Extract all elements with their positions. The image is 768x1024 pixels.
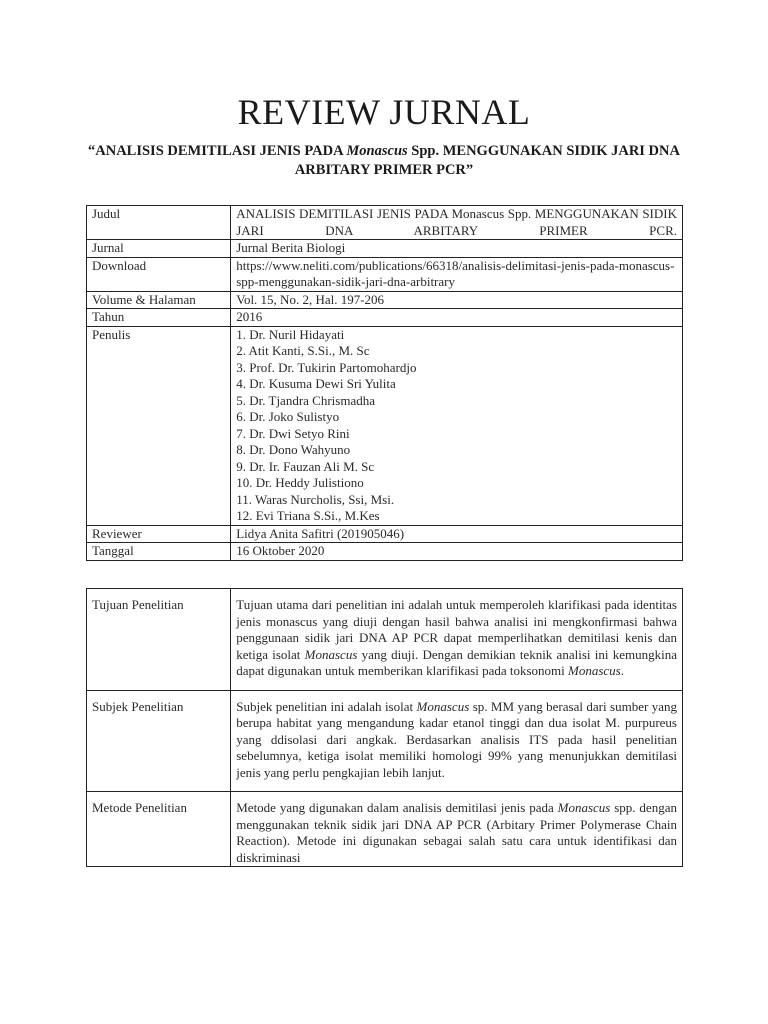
value-tujuan: [231, 589, 683, 691]
text-part: yang diuji. Dengan demikian teknik analisi ini kemungkina dapat digunakan untuk memberikan klarifikasi pada toksonomi: [236, 646, 677, 678]
author-item: 3. Prof. Dr. Tukirin Partomohardjo: [236, 359, 417, 375]
author-item: 11. Waras Nurcholis, Ssi, Msi.: [236, 491, 395, 507]
label-subjek: Subjek Penelitian: [87, 690, 231, 792]
paper-title: [80, 142, 688, 180]
author-item: 1. Dr. Nuril Hidayati: [236, 326, 345, 342]
paper-title-part: Spp. MENGGUNAKAN SIDIK JARI DNA ARBITARY PRIMER PCR”: [294, 143, 680, 178]
label-judul: Judul: [87, 206, 231, 240]
paper-title-part: “ANALISIS DEMITILASI JENIS PADA: [88, 143, 347, 159]
text-part: spp. dengan menggunakan teknik sidik jari DNA AP PCR (Arbitary Primer Polymerase Chain Reaction). Metode ini digunakan sebagai salah satu cara untuk identifikasi dan diskriminasi: [236, 800, 677, 865]
label-tujuan: Tujuan Penelitian: [87, 589, 231, 691]
author-item: 5. Dr. Tjandra Chrismadha: [236, 392, 375, 408]
text-part: Subjek penelitian ini adalah isolat: [236, 698, 417, 714]
author-item: 2. Atit Kanti, S.Si., M. Sc: [236, 343, 370, 358]
row-metode: [87, 792, 683, 867]
value-subjek: [231, 690, 683, 792]
label-penulis: Penulis: [87, 326, 231, 525]
journal-info-table: [86, 205, 683, 561]
row-download: [87, 257, 683, 291]
value-download-link[interactable]: https://www.neliti.com/publications/66318/analisis-delimitasi-jenis-pada-monascus-spp-menggunakan-sidik-jari-dna-arbitrary: [231, 257, 683, 291]
label-reviewer: Reviewer: [87, 525, 231, 543]
label-metode: Metode Penelitian: [87, 792, 231, 867]
value-judul: ANALISIS DEMITILASI JENIS PADA Monascus Spp. MENGGUNAKAN SIDIK JARI DNA ARBITARY PRIMER PCR.: [231, 206, 683, 240]
row-penulis: [87, 326, 683, 525]
row-tahun: [87, 309, 683, 327]
text-part: Tujuan utama dari penelitian ini adalah untuk memperoleh klarifikasi pada identitas jenis monascus yang diuji dengan hasil bahwa analisi ini mengkonfirmasi bahwa penggunaan sidik jari DNA AP PCR dapat memperlihatkan demitilasi kenis dan ketiga isolat: [236, 597, 677, 662]
label-tahun: Tahun: [87, 309, 231, 327]
row-subjek: [87, 690, 683, 792]
label-volume: Volume & Halaman: [87, 291, 231, 309]
text-part: .: [620, 663, 624, 678]
review-summary-table: [86, 588, 683, 867]
value-tanggal: 16 Oktober 2020: [231, 543, 683, 561]
genus-italic: Monascus: [557, 800, 611, 815]
row-reviewer: [87, 525, 683, 543]
page-title: REVIEW JURNAL: [237, 92, 531, 132]
genus-italic: Monascus: [568, 663, 621, 678]
author-item: 10. Dr. Heddy Julistiono: [236, 475, 364, 490]
row-volume: [87, 291, 683, 309]
row-tanggal: [87, 543, 683, 561]
row-judul: [87, 206, 683, 240]
author-item: 12. Evi Triana S.Si., M.Kes: [236, 508, 380, 523]
author-item: 8. Dr. Dono Wahyuno: [236, 442, 351, 457]
author-list: [231, 326, 683, 525]
row-tujuan: [87, 589, 683, 691]
genus-italic: Monascus: [304, 646, 358, 662]
value-tahun: 2016: [231, 309, 683, 327]
author-item: 6. Dr. Joko Sulistyo: [236, 409, 340, 424]
label-tanggal: Tanggal: [87, 543, 231, 561]
paper-title-genus: Monascus: [346, 143, 408, 159]
value-volume: Vol. 15, No. 2, Hal. 197-206: [231, 291, 683, 309]
row-jurnal: [87, 240, 683, 258]
label-jurnal: Jurnal: [87, 240, 231, 258]
text-part: Metode yang digunakan dalam analisis demitilasi jenis pada: [236, 800, 558, 815]
author-item: 4. Dr. Kusuma Dewi Sri Yulita: [236, 376, 396, 391]
author-item: 7. Dr. Dwi Setyo Rini: [236, 425, 350, 441]
value-reviewer: Lidya Anita Safitri (201905046): [231, 525, 683, 543]
value-jurnal: Jurnal Berita Biologi: [231, 240, 683, 258]
author-item: 9. Dr. Ir. Fauzan Ali M. Sc: [236, 458, 375, 474]
text-part: sp. MM yang berasal dari sumber yang berupa habitat yang mengandung kadar etanol tinggi dan dua isolat M. purpureus yang ddisolasi dari angkak. Berdasarkan analisis ITS pada hasil penelitian sebelumnya, ketiga isolat memiliki homologi 99% yang menunjukkan demitilasi jenis yang perlu pengkajian lebih lanjut.: [236, 698, 677, 780]
label-download: Download: [87, 257, 231, 291]
genus-italic: Monascus: [416, 698, 470, 714]
value-metode: [231, 792, 683, 867]
